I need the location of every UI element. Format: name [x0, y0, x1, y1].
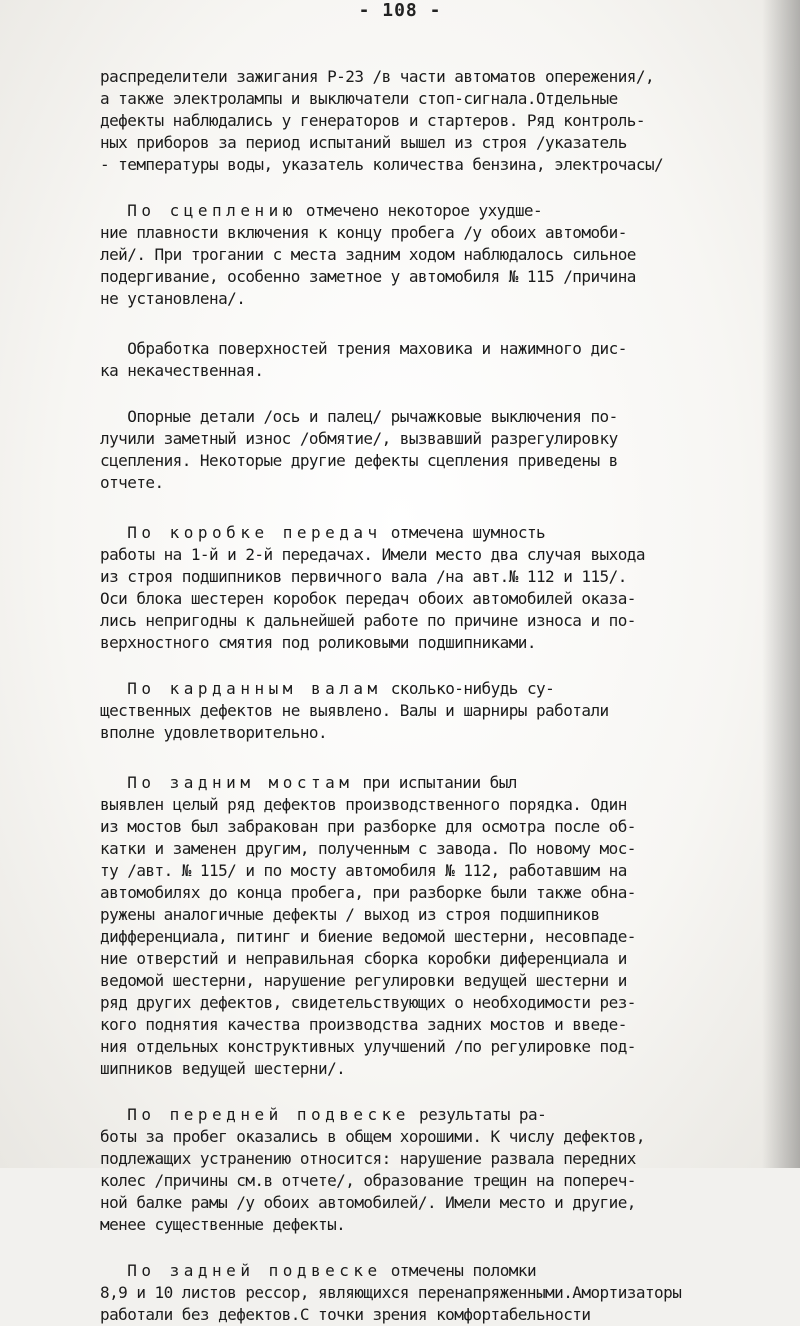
paragraph-gap: [100, 654, 760, 678]
text-line: [100, 904, 760, 926]
line-text: не установлена/.: [100, 289, 246, 308]
text-line: [100, 1282, 760, 1326]
text-line: [100, 110, 760, 132]
text-line: [100, 222, 760, 244]
scan-edge-shadow: [762, 0, 800, 1168]
line-text: ту /авт. № 115/ и по мосту автомобиля № 112, работавшим на: [100, 861, 627, 880]
section-heading: По сцеплению: [127, 201, 297, 220]
line-text: Оси блока шестерен коробок передач обоих автомобилей оказа-: [100, 589, 636, 608]
text-line: [100, 1058, 760, 1080]
page-number: - 108 -: [358, 0, 442, 21]
line-text: результаты ра-: [409, 1105, 547, 1124]
line-text: ка некачественная.: [100, 361, 264, 380]
paragraph: [100, 522, 760, 654]
paragraph-gap: [100, 1236, 760, 1260]
text-line: [100, 816, 760, 838]
line-text: отмечено некоторое ухудше-: [296, 201, 543, 220]
line-text: ной балке рамы /у обоих автомобилей/. Имели место и другие,: [100, 1193, 636, 1212]
text-line: [100, 772, 760, 794]
text-line: [100, 970, 760, 992]
text-line: [100, 860, 760, 882]
text-line: [100, 266, 760, 288]
paragraph: [100, 1104, 760, 1236]
line-text: отчете.: [100, 473, 164, 492]
text-line: [100, 1192, 760, 1214]
text-line: [100, 926, 760, 948]
text-line: [100, 450, 760, 472]
text-line: [100, 794, 760, 816]
line-text: шипников ведущей шестерни/.: [100, 1059, 346, 1078]
line-text: сколько-нибудь су-: [381, 679, 555, 698]
text-line: [100, 1104, 760, 1126]
line-text: ние плавности включения к концу пробега /у обоих автомоби-: [100, 223, 627, 242]
section-heading: По передней подвеске: [127, 1105, 410, 1124]
section-heading: По карданным валам: [127, 679, 382, 698]
line-text: при испытании был: [353, 773, 517, 792]
line-text: работы на 1-й и 2-й передачах. Имели место два случая выхода: [100, 545, 645, 564]
section-heading: По коробке передач: [127, 523, 382, 542]
line-text: ние отверстий и неправильная сборка коробки диференциала и: [100, 949, 627, 968]
paragraph: [100, 338, 760, 382]
paragraph-gap: [100, 310, 760, 338]
text-line: [100, 1260, 760, 1282]
line-text: менее существенные дефекты.: [100, 1215, 346, 1234]
text-line: [100, 1148, 760, 1170]
section-heading: По задней подвеске: [127, 1261, 382, 1280]
paragraph-gap: [100, 382, 760, 406]
line-text: из строя подшипников первичного вала /на авт.№ 112 и 115/.: [100, 567, 627, 586]
paragraph: [100, 406, 760, 494]
line-text: катки и заменен другим, полученным с завода. По новому мос-: [100, 839, 636, 858]
text-line: [100, 154, 760, 176]
line-text: из мостов был забракован при разборке для осмотра после об-: [100, 817, 636, 836]
paragraph: [100, 200, 760, 310]
line-text: лучили заметный износ /обмятие/, вызвавший разрегулировку: [100, 429, 618, 448]
line-text: подергивание, особенно заметное у автомобиля № 115 /причина: [100, 267, 636, 286]
text-line: [100, 700, 760, 722]
line-text: автомобилях до конца пробега, при разборке были также обна-: [100, 883, 636, 902]
line-text: сцепления. Некоторые другие дефекты сцепления приведены в: [100, 451, 618, 470]
text-line: [100, 522, 760, 544]
line-text: колес /причины см.в отчете/, образование трещин на попереч-: [100, 1171, 636, 1190]
line-text: Опорные детали /ось и палец/ рычажковые выключения по-: [100, 407, 618, 426]
text-line: [100, 722, 760, 744]
text-line: [100, 992, 760, 1014]
text-line: [100, 132, 760, 154]
line-text: ведомой шестерни, нарушение регулировки ведущей шестерни и: [100, 971, 627, 990]
text-line: [100, 360, 760, 382]
line-text: вполне удовлетворительно.: [100, 723, 328, 742]
text-line: [100, 200, 760, 222]
line-text: ния отдельных конструктивных улучшений /по регулировке под-: [100, 1037, 636, 1056]
line-text: а также электролампы и выключатели стоп-сигнала.Отдельные: [100, 89, 618, 108]
line-text: - температуры воды, указатель количества бензина, электрочасы/: [100, 155, 664, 174]
text-line: [100, 882, 760, 904]
text-line: [100, 678, 760, 700]
line-text: ружены аналогичные дефекты / выход из строя подшипников: [100, 905, 600, 924]
line-text: боты за пробег оказались в общем хорошими. К числу дефектов,: [100, 1127, 645, 1146]
paragraph-gap: [100, 494, 760, 522]
section-heading: По задним мостам: [127, 773, 354, 792]
paragraph: [100, 1260, 760, 1326]
line-text: лей/. При трогании с места задним ходом наблюдалось сильное: [100, 245, 636, 264]
line-text: щественных дефектов не выявлено. Валы и шарниры работали: [100, 701, 609, 720]
document-body: [100, 66, 760, 1326]
line-text: дифференциала, питинг и биение ведомой шестерни, несовпаде-: [100, 927, 636, 946]
text-line: [100, 1014, 760, 1036]
text-line: [100, 244, 760, 266]
line-text: ных приборов за период испытаний вышел из строя /указатель: [100, 133, 627, 152]
line-text: лись непригодны к дальнейшей работе по причине износа и по-: [100, 611, 636, 630]
text-line: [100, 66, 760, 88]
line-text: дефекты наблюдались у генераторов и стартеров. Ряд контроль-: [100, 111, 645, 130]
line-text: подлежащих устранению относится: нарушение развала передних: [100, 1149, 636, 1168]
text-line: [100, 838, 760, 860]
text-line: [100, 566, 760, 588]
text-line: [100, 338, 760, 360]
paragraph-gap: [100, 176, 760, 200]
text-line: [100, 1170, 760, 1192]
text-line: [100, 948, 760, 970]
line-text: отмечена шумность: [381, 523, 546, 542]
text-line: [100, 544, 760, 566]
line-text: 8,9 и 10 листов рессор, являющихся перенапряженными.Амортизаторы работали без дефектов.С точки зрения комфортабельности: [100, 1283, 682, 1324]
paragraph-gap: [100, 744, 760, 772]
text-line: [100, 472, 760, 494]
text-line: [100, 632, 760, 654]
text-line: [100, 406, 760, 428]
paragraph: [100, 772, 760, 1080]
text-line: [100, 288, 760, 310]
text-line: [100, 88, 760, 110]
line-text: Обработка поверхностей трения маховика и нажимного дис-: [100, 339, 627, 358]
line-text: кого поднятия качества производства задних мостов и введе-: [100, 1015, 627, 1034]
line-text: распределители зажигания Р-23 /в части автоматов опережения/,: [100, 67, 655, 86]
text-line: [100, 1126, 760, 1148]
line-text: выявлен целый ряд дефектов производственного порядка. Один: [100, 795, 627, 814]
text-line: [100, 610, 760, 632]
paragraph: [100, 678, 760, 744]
paragraph-gap: [100, 1080, 760, 1104]
paragraph: [100, 66, 760, 176]
text-line: [100, 1214, 760, 1236]
line-text: верхностного смятия под роликовыми подшипниками.: [100, 633, 536, 652]
text-line: [100, 588, 760, 610]
text-line: [100, 428, 760, 450]
line-text: ряд других дефектов, свидетельствующих о необходимости рез-: [100, 993, 636, 1012]
text-line: [100, 1036, 760, 1058]
line-text: отмечены поломки: [381, 1261, 537, 1280]
